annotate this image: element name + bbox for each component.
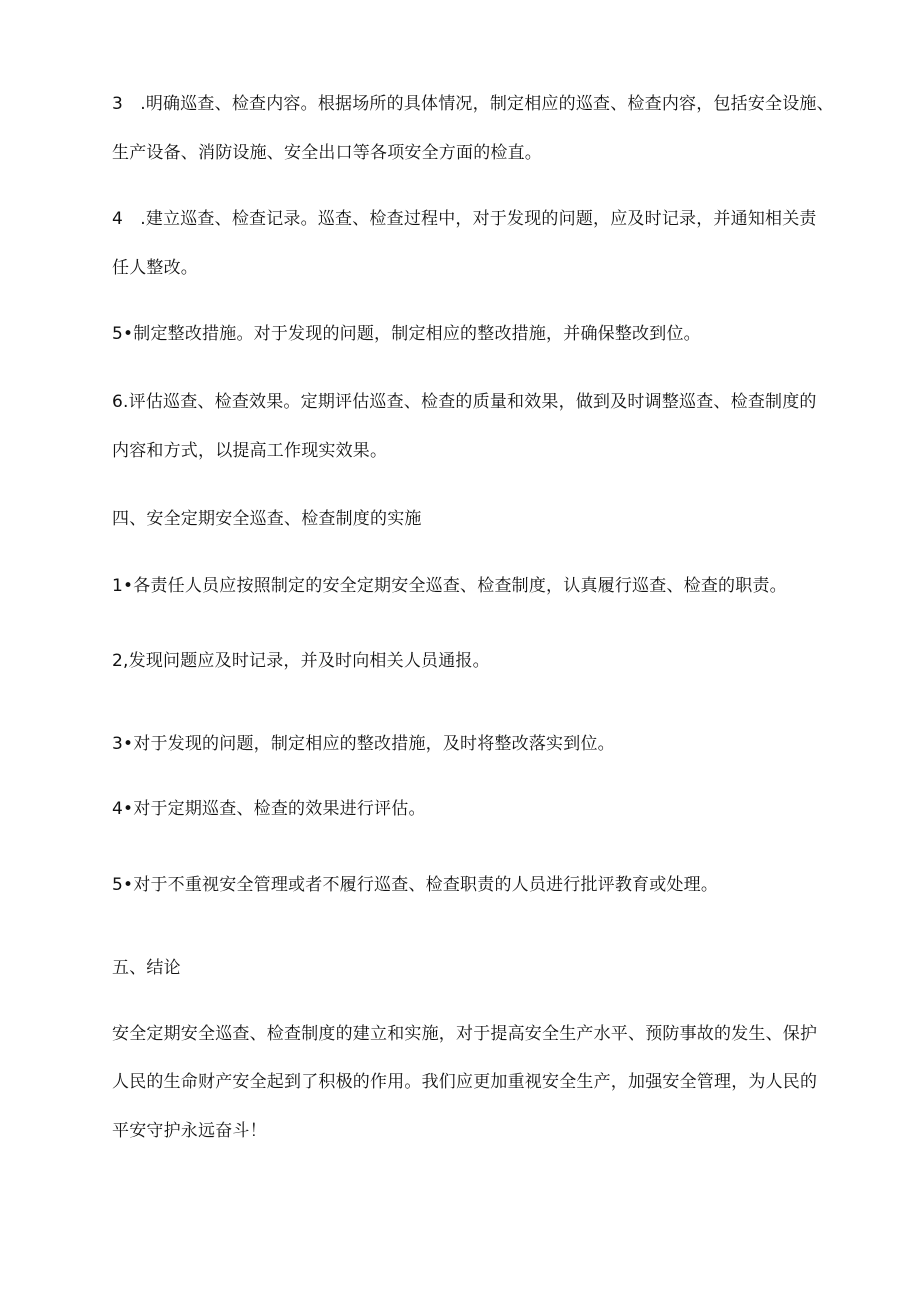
- text-line-conclusion-2: 人民的生命财产安全起到了积极的作用。我们应更加重视安全生产，加强安全管理，为人民的: [112, 1072, 818, 1092]
- text-line-impl-4: 4•对于定期巡查、检查的效果进行评估。: [112, 799, 426, 819]
- text-line-impl-1: 1•各责任人员应按照制定的安全定期安全巡查、检查制度，认真履行巡查、检查的职责。: [112, 576, 787, 596]
- section-heading-four: 四、安全定期安全巡查、检查制度的实施: [112, 509, 422, 529]
- text-line-impl-3: 3•对于发现的问题，制定相应的整改措施，及时将整改落实到位。: [112, 734, 615, 754]
- text-line-item4-1: 4 .建立巡查、检查记录。巡查、检查过程中，对于发现的问题，应及时记录，并通知相关责: [112, 209, 817, 229]
- text-line-item3-1: 3 .明确巡查、检查内容。根据场所的具体情况，制定相应的巡查、检查内容，包括安全设施、: [112, 94, 834, 114]
- text-line-item5: 5•制定整改措施。对于发现的问题，制定相应的整改措施，并确保整改到位。: [112, 324, 701, 344]
- text-line-conclusion-1: 安全定期安全巡查、检查制度的建立和实施，对于提高安全生产水平、预防事故的发生、保护: [112, 1024, 818, 1044]
- text-line-impl-2: 2,发现问题应及时记录，并及时向相关人员通报。: [112, 651, 490, 671]
- text-line-impl-5: 5•对于不重视安全管理或者不履行巡查、检查职责的人员进行批评教育或处理。: [112, 875, 719, 895]
- text-line-item4-2: 任人整改。: [112, 258, 198, 278]
- section-heading-five: 五、结论: [112, 958, 181, 978]
- text-line-item6-2: 内容和方式，以提高工作现实效果。: [112, 441, 388, 461]
- text-line-item6-1: 6.评估巡查、检查效果。定期评估巡查、检查的质量和效果，做到及时调整巡查、检查制度的: [112, 392, 817, 412]
- text-line-conclusion-3: 平安守护永远奋斗！: [112, 1121, 267, 1141]
- text-line-item3-2: 生产设备、消防设施、安全出口等各项安全方面的检直。: [112, 143, 542, 163]
